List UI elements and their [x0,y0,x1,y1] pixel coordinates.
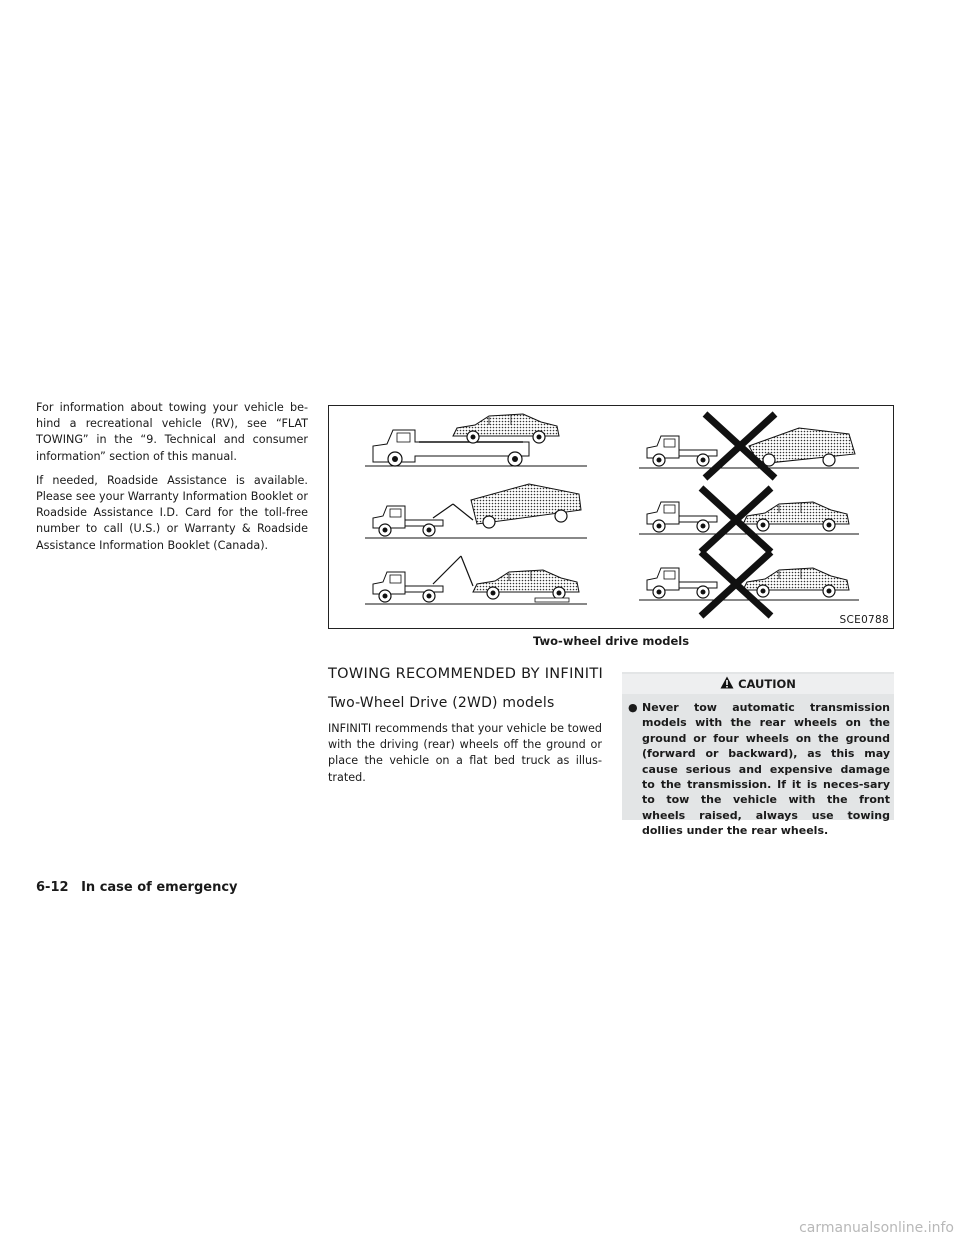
chapter-title: In case of emergency [81,880,238,895]
page-footer [36,880,238,895]
towing-diagram [329,406,893,628]
intro-column [36,400,308,562]
prohibited-tow-scene-3 [639,552,859,616]
flatbed-truck-scene [365,414,587,466]
towing-illustration [328,405,894,629]
caution-item [628,700,890,839]
section-body: INFINITI recommends that your vehicle be towed with the driving (rear) wheels off the ground or place the vehicle on a flat bed truck as illus-trated. [328,722,602,784]
figure-caption: Two-wheel drive models [532,634,690,648]
caution-title: CAUTION [738,677,796,691]
wheel-lift-truck-scene [365,484,587,538]
caution-box [622,672,894,838]
dolly-tow-scene [365,556,587,604]
figure-code: SCE0788 [839,614,889,626]
section-heading: TOWING RECOMMENDED BY INFINITI [328,666,604,682]
prohibited-tow-scene-2 [639,488,859,552]
roadside-assistance-info: If needed, Roadside Assistance is available. Please see your Warranty Information Booklet or Roadside Assistance I.D. Card for the toll-free number to call (U.S.) or Warranty & Roadside Assistance Information Booklet (Canada). [36,473,308,552]
flat-towing-reference: For information about towing your vehicle be-hind a recreational vehicle (RV), see “FLAT TOWING” in the “9. Technical and consumer information” section of this manual. [36,401,308,463]
prohibited-tow-scene-1 [639,414,859,478]
bullet-icon: ● [628,701,638,714]
warning-icon [720,676,734,692]
page-number: 6-12 [36,880,69,895]
watermark: carmanualsonline.info [799,1220,954,1236]
caution-text: Never tow automatic transmission models with the rear wheels on the ground or four wheels on the ground (forward or backward), as this may cause serious and expensive damage to the transmission. If it is neces-sary to tow the vehicle with the front wheels raised, always use towing dollies under the rear wheels. [642,701,890,838]
section-subheading: Two-Wheel Drive (2WD) models [328,695,555,711]
caution-header [622,674,894,694]
